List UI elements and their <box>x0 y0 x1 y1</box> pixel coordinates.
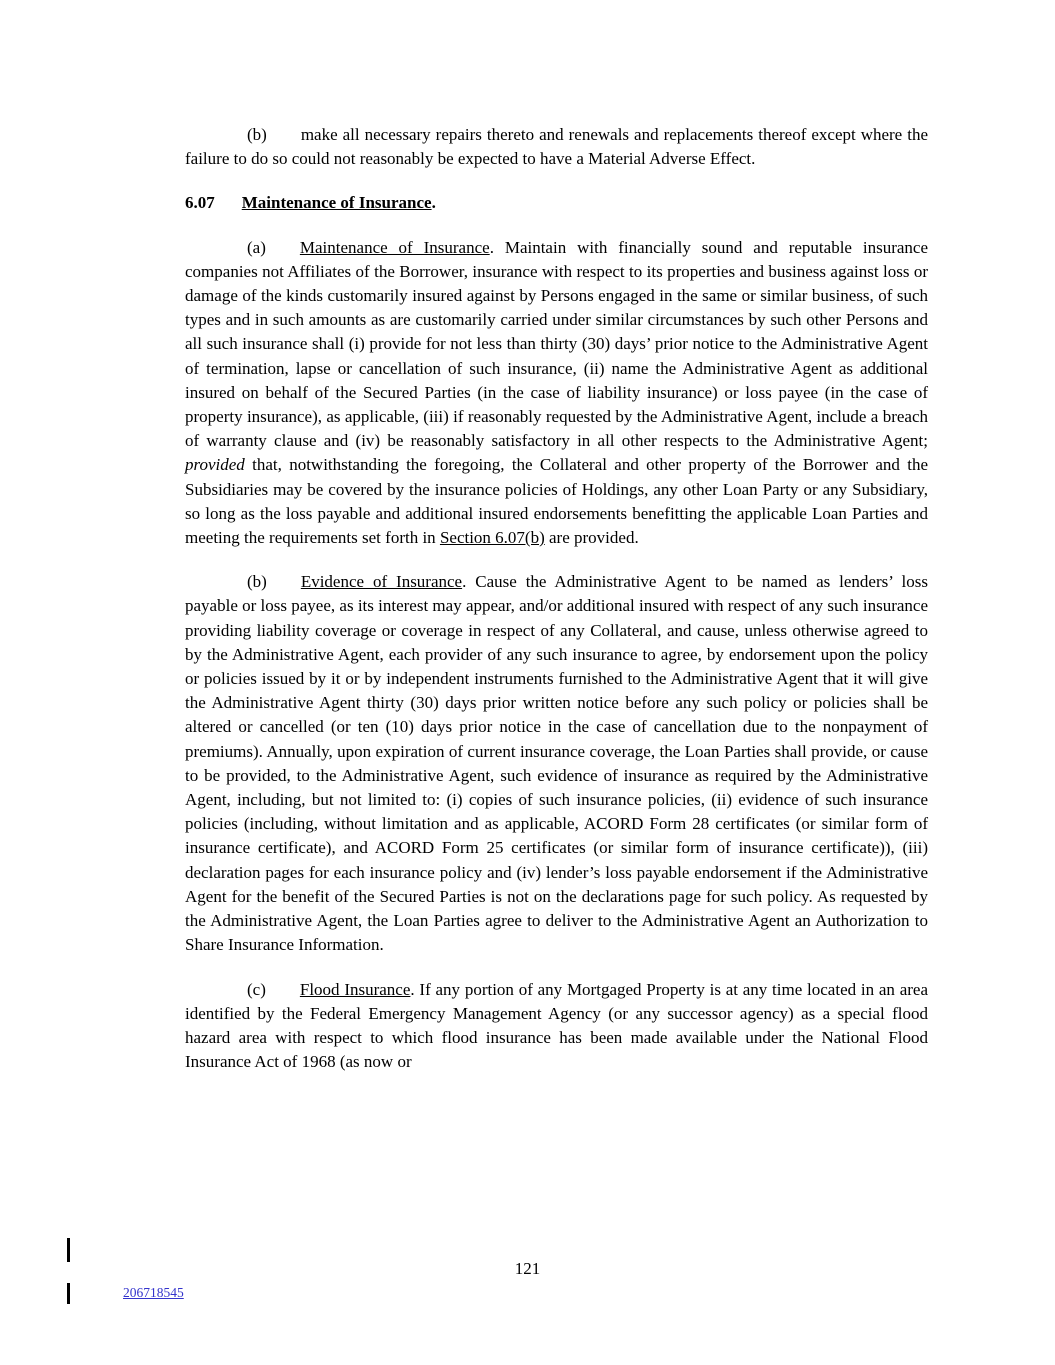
clause-label: (b) <box>247 572 267 592</box>
clause-text: . Cause the Administrative Agent to be named as lenders’ loss payable or loss payee, as its interest may appear, and/or additional insured with respect of any such insurance providing liability coverage or coverage in respect of any Collateral, and cause, unless otherwise agreed to by the Administrative Agent, each provider of any such insurance to agree, by endorsement upon the policy or policies issued by it or by independent instruments furnished to the Administrative Agent that it will give the Administrative Agent thirty (30) days prior written notice before any such policy or policies shall be altered or cancelled (or ten (10) days prior notice in the case of cancellation due to the nonpayment of premiums). Annually, upon expiration of current insurance coverage, the Loan Parties shall provide, or cause to be provided, to the Administrative Agent, such evidence of insurance as required by the Administrative Agent, including, but not limited to: (i) copies of such insurance policies, (ii) evidence of such insurance policies (including, without limitation and as applicable, ACORD Form 28 certificates (or similar form of insurance certificate), and ACORD Form 25 certificates (or similar form of insurance certificate)), (iii) declaration pages for each insurance policy and (iv) lender’s loss payable endorsement if the Administrative Agent for the benefit of the Secured Parties is not on the declarations page for such policy. As requested by the Administrative Agent, the Loan Parties agree to deliver to the Administrative Agent an Authorization to Share Insurance Information. <box>185 572 928 955</box>
clause-a-paragraph <box>185 236 928 551</box>
section-title-period: . <box>431 193 436 213</box>
clause-title: Evidence of Insurance <box>300 572 463 592</box>
page-number: 121 <box>514 1259 541 1278</box>
repairs-clause-paragraph <box>185 123 928 171</box>
section-6-07-heading <box>185 191 928 215</box>
clause-text: are provided. <box>544 528 639 548</box>
clause-title: Flood Insurance <box>299 979 411 999</box>
clause-label: (b) <box>247 125 267 144</box>
document-body <box>185 123 928 1094</box>
change-bar-icon <box>67 1283 70 1304</box>
document-number-link[interactable]: 206718545 <box>123 1285 184 1300</box>
clause-c-paragraph <box>185 978 928 1075</box>
section-number: 6.07 <box>185 193 215 213</box>
clause-text: . Maintain with financially sound and reputable insurance companies not Affiliates of the Borrower, insurance with respect to its properties and business against loss or damage of the kinds customarily insured against by Persons engaged in the same or similar business, of such types and in such amounts as are customarily carried under similar circumstances by such other Persons and all such insurance shall (i) provide for not less than thirty (30) days’ prior notice to the Administrative Agent of termination, lapse or cancellation of such insurance, (ii) name the Administrative Agent as additional insured on behalf of the Secured Parties (in the case of liability insurance) or loss payee (in the case of property insurance), as applicable, (iii) if reasonably requested by the Administrative Agent, include a breach of warranty clause and (iv) be reasonably satisfactory in all other respects to the Administrative Agent; <box>185 237 928 451</box>
section-title: Maintenance of Insurance <box>241 193 432 213</box>
section-cross-reference: Section 6.07(b) <box>439 528 545 548</box>
clause-text: that, notwithstanding the foregoing, the Collateral and other property of the Borrower and the Subsidiaries may be covered by the insurance policies of Holdings, any other Loan Party or any Subsidiary, so long as the loss payable and additional insured endorsements benefitting the applicable Loan Parties and meeting the requirements set forth in <box>185 455 928 548</box>
clause-text: make all necessary repairs thereto and renewals and replacements thereof except where the failure to do so could not reasonably be expected to have a Material Adverse Effect. <box>185 125 928 169</box>
clause-label: (a) <box>247 237 266 257</box>
clause-b-paragraph <box>185 570 928 957</box>
provided-italic: provided <box>185 455 245 475</box>
clause-text: . If any portion of any Mortgaged Property is at any time located in an area identified by the Federal Emergency Management Agency (or any successor agency) as a special flood hazard area with respect to which flood insurance has been made available under the National Flood Insurance Act of 1968 (as now or <box>185 979 928 1072</box>
clause-title: Maintenance of Insurance <box>299 237 490 257</box>
clause-label: (c) <box>247 979 266 999</box>
